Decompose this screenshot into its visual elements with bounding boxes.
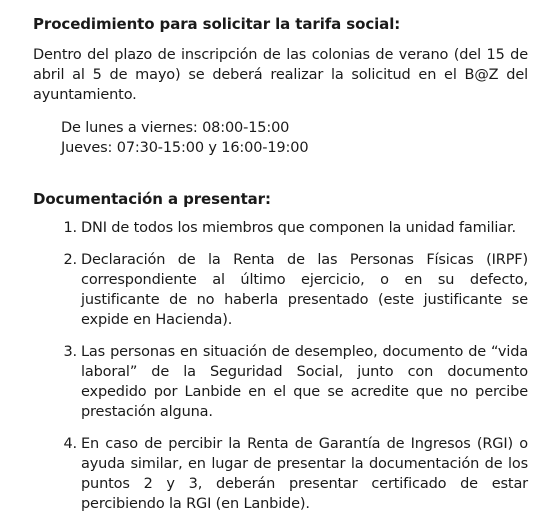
list-item-number: 3. [63,344,77,360]
list-item-number: 1. [63,220,77,236]
list-item-text: DNI de todos los miembros que componen la unidad familiar. [81,220,516,236]
list-item [33,218,528,238]
procedure-paragraph: Dentro del plazo de inscripción de las colonias de verano (del 15 de abril al 5 de mayo) se deberá realizar la solicitud en el B@Z del ayuntamiento. [33,47,528,103]
documentation-heading: Documentación a presentar: [33,190,271,208]
office-hours-thursday: Jueves: 07:30-15:00 y 16:00-19:00 [61,140,309,156]
list-item-number: 2. [63,252,77,268]
list-item [33,250,528,330]
list-item-number: 4. [63,436,77,452]
office-hours [61,118,528,158]
list-item [33,342,528,422]
documentation-list [33,218,528,514]
office-hours-weekdays: De lunes a viernes: 08:00-15:00 [61,120,290,136]
list-item-text: Declaración de la Renta de las Personas Físicas (IRPF) correspondiente al último ejercicio, o en su defecto, justificante de no haberla presentado (este justificante se expide en Hacienda). [81,252,528,328]
document-page [33,14,528,526]
procedure-heading: Procedimiento para solicitar la tarifa social: [33,15,401,33]
list-item [33,434,528,514]
list-item-text: Las personas en situación de desempleo, documento de “vida laboral” de la Seguridad Social, junto con documento expedido por Lanbide en el que se acredite que no percibe prestación alguna. [81,344,528,420]
list-item-text: En caso de percibir la Renta de Garantía de Ingresos (RGI) o ayuda similar, en lugar de presentar la documentación de los puntos 2 y 3, deberán presentar certificado de estar percibiendo la RGI (en Lanbide). [81,436,528,512]
